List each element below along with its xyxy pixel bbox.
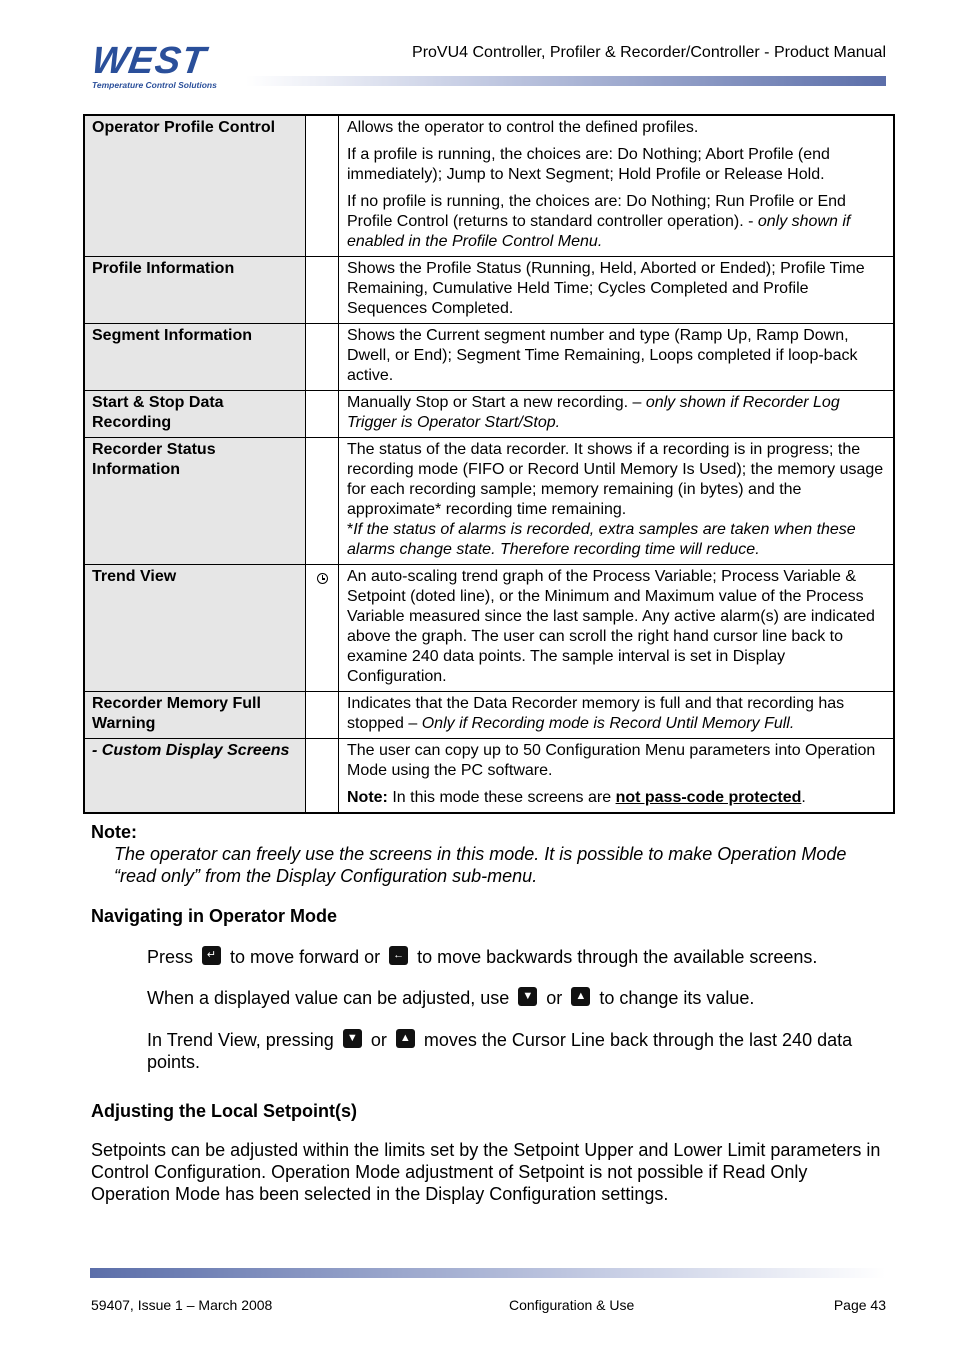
description-text: The status of the data recorder. It shows if a recording is in progress; the recording mode (FIFO or Record Until Memory Is Used); the memory usage for each recording sample; memory remaining (in bytes) and the approximate* recording time remaining. [347,441,884,518]
row-label: Recorder Status Information [84,438,306,565]
footer-doc-id: 59407, Issue 1 – March 2008 [91,1297,273,1313]
nav-text: When a displayed value can be adjusted, use [147,988,510,1008]
note-end: . [801,789,806,806]
table-row [84,257,894,324]
row-icon-cell [306,438,339,565]
row-label-italic: - Custom Display Screens [92,742,290,759]
nav-paragraph [147,946,817,968]
nav-text: to move forward or [230,947,381,967]
nav-text: Press [147,947,194,967]
row-description [339,438,895,565]
table-row [84,692,894,739]
west-logo [89,40,248,90]
footer-divider [90,1268,886,1278]
setpoint-paragraph: Setpoints can be adjusted within the limits set by the Setpoint Upper and Lower Limit parameters in Control Configuration. Operation Mode adjustment of Setpoint is not possible if Read Only Operation Mode has been selected in the Display Configuration settings. [91,1140,881,1204]
description-text: Manually Stop or Start a new recording. – [347,394,646,411]
row-icon-cell [306,257,339,324]
nav-text: to change its value. [599,988,755,1008]
description-italic: If the status of alarms is recorded, extra samples are taken when these alarms change state. Therefore recording time will reduce. [347,521,856,558]
table-row [84,565,894,692]
description-italic: Only if Recording mode is Record Until Memory Full. [421,715,795,732]
back-key-icon: ← [389,946,408,965]
section-heading: Navigating in Operator Mode [91,906,338,926]
section-heading: Adjusting the Local Setpoint(s) [91,1101,357,1121]
footer-page-number: Page 43 [833,1297,886,1313]
row-label: Operator Profile Control [84,115,306,257]
note-label: Note: [91,822,137,842]
clock-icon [317,573,328,584]
description-italic: only shown if Recorder Log Trigger is Operator Start/Stop. [347,394,840,431]
row-description: Shows the Profile Status (Running, Held, Aborted or Ended); Profile Time Remaining, Cumulative Held Time; Cycles Completed and Profile Sequences Completed. [339,257,895,324]
nav-text: to move backwards through the available screens. [417,947,818,967]
logo-tagline: Temperature Control Solutions [92,80,217,90]
row-label: Trend View [84,565,306,692]
table-row [84,324,894,391]
note-text: In this mode these screens are [387,789,616,806]
description-text: If no profile is running, the choices are: Do Nothing; Run Profile or End Profile Control (returns to standard controller operation). - [347,193,846,230]
note-label: Note: [347,789,388,806]
up-key-icon: ▲ [571,987,590,1006]
row-label: Recorder Memory Full Warning [84,692,306,739]
nav-text: or [370,1030,387,1050]
table-row [84,438,894,565]
enter-key-icon: ↵ [202,946,221,965]
header-divider [246,76,886,86]
description-paragraph: If a profile is running, the choices are: Do Nothing; Abort Profile (end immediately); Jump to Next Segment; Hold Profile or Release Hold. [347,146,830,183]
row-icon-cell [306,324,339,391]
note-underlined: not pass-code protected [615,789,802,806]
down-key-icon: ▼ [343,1029,362,1048]
row-icon-cell [306,115,339,257]
description-paragraph: The user can copy up to 50 Configuration Menu parameters into Operation Mode using the PC software. [347,742,876,779]
nav-paragraph [147,1029,867,1073]
row-icon-cell [306,565,339,692]
description-paragraph: Allows the operator to control the defined profiles. [347,119,699,136]
nav-text: moves the Cursor Line back through the last 240 data points. [147,1030,853,1072]
operator-screens-table [83,114,895,814]
row-icon-cell [306,391,339,438]
row-label: Segment Information [84,324,306,391]
row-description: An auto-scaling trend graph of the Process Variable; Process Variable & Setpoint (doted line), or the Minimum and Maximum value of the Process Variable measured since the last sample. Any active alarm(s) are indicated above the graph. The user can scroll the right hand cursor line back to examine 240 data points. The sample interval is set in Display Configuration. [339,565,895,692]
down-key-icon: ▼ [518,987,537,1006]
table-row [84,739,894,814]
row-icon-cell [306,692,339,739]
row-label [84,739,306,814]
description-italic: only shown if enabled in the Profile Control Menu. [347,213,851,250]
logo-word: WEST [89,40,209,82]
asterisk: * [347,521,354,538]
row-description [339,739,895,814]
table-row [84,115,894,257]
description-note [347,788,885,808]
nav-paragraph [147,987,754,1009]
row-description [339,391,895,438]
row-description [339,115,895,257]
row-description: Shows the Current segment number and type (Ramp Up, Ramp Down, Dwell, or End); Segment Time Remaining, Loops completed if loop-back active. [339,324,895,391]
row-icon-cell [306,739,339,814]
note-text: The operator can freely use the screens in this mode. It is possible to make Operation Mode “read only” from the Display Configuration sub-menu. [114,844,847,886]
footer-section: Configuration & Use [509,1297,635,1313]
row-description [339,692,895,739]
manual-title: ProVU4 Controller, Profiler & Recorder/Controller - Product Manual [412,44,886,61]
row-label: Profile Information [84,257,306,324]
up-key-icon: ▲ [396,1029,415,1048]
nav-text: In Trend View, pressing [147,1030,334,1050]
description-paragraph [347,192,885,252]
row-label: Start & Stop Data Recording [84,391,306,438]
nav-text: or [546,988,563,1008]
table-row [84,391,894,438]
description-text: Indicates that the Data Recorder memory is full and that recording has stopped – [347,695,845,732]
